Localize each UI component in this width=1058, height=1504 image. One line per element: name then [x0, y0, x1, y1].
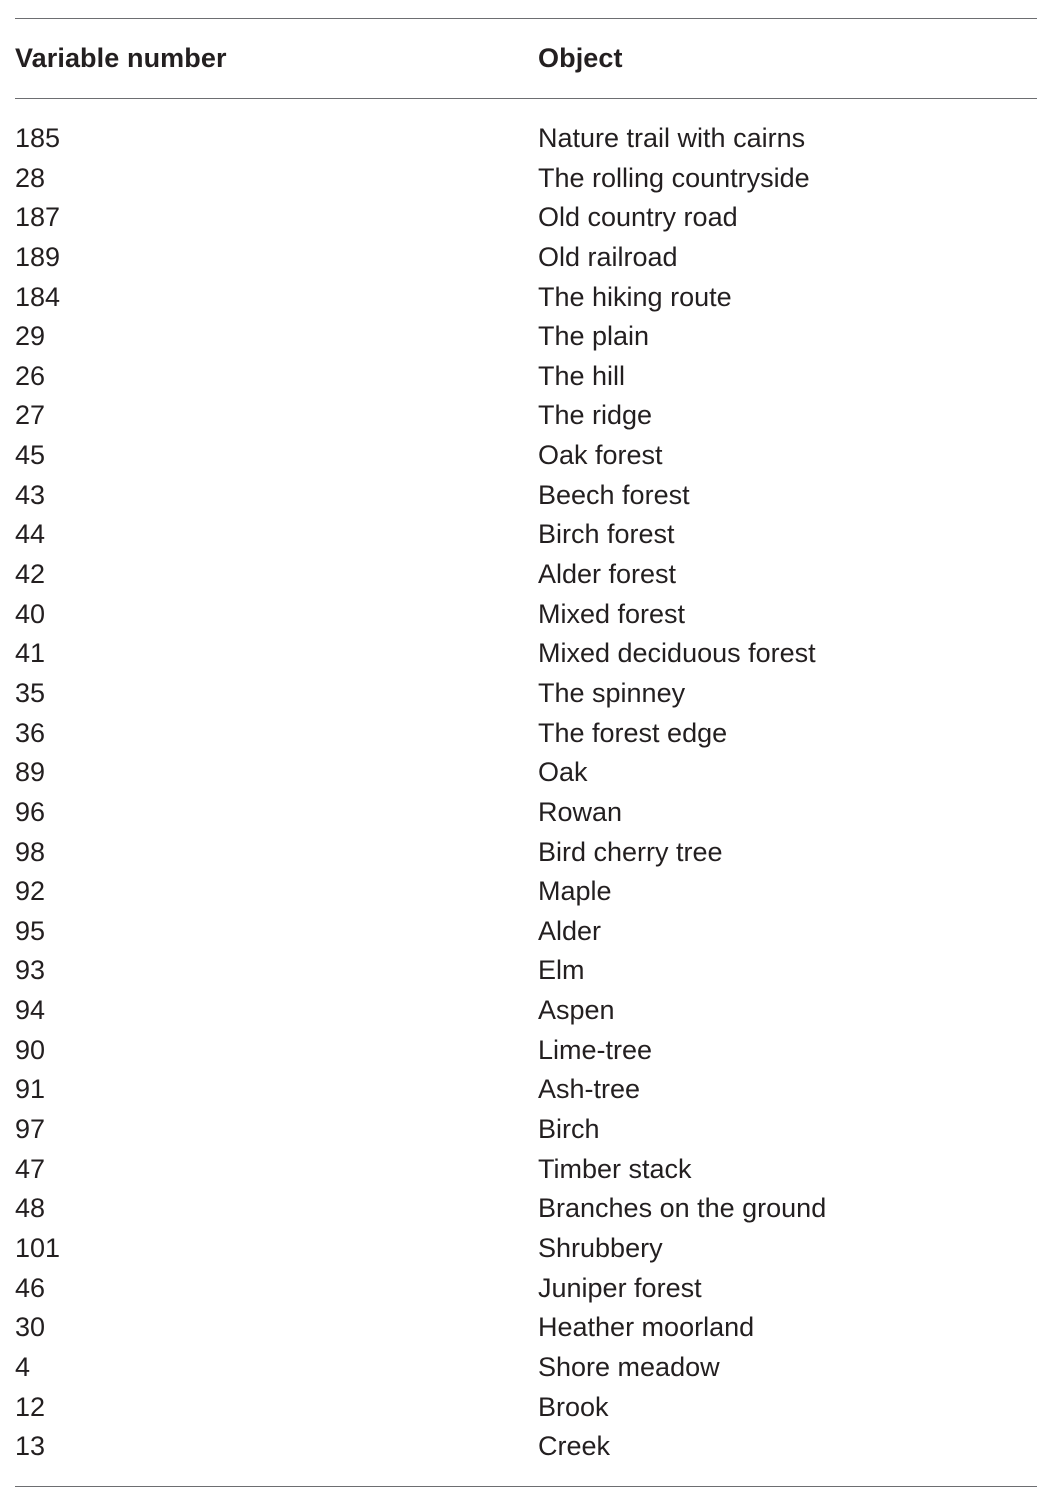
table-row: [15, 159, 1037, 199]
cell-object: Juniper forest: [538, 1272, 702, 1303]
table-body: [15, 99, 1037, 1486]
cell-object: Oak forest: [538, 440, 663, 471]
table-row: [15, 278, 1037, 318]
cell-variable-number: 35: [15, 677, 46, 708]
bottom-rule: [15, 1486, 1037, 1487]
cell-variable-number: 98: [15, 836, 46, 867]
table-row: [15, 634, 1037, 674]
cell-variable-number: 36: [15, 717, 46, 748]
table-row: [15, 1110, 1037, 1150]
cell-variable-number: 96: [15, 796, 46, 827]
cell-object: Rowan: [538, 796, 623, 827]
cell-object: Mixed forest: [538, 598, 686, 629]
cell-variable-number: 43: [15, 479, 46, 510]
cell-object: Mixed deciduous forest: [538, 638, 816, 669]
cell-object: Old country road: [538, 202, 738, 233]
cell-variable-number: 95: [15, 915, 46, 946]
table-row: [15, 238, 1037, 278]
cell-object: Bird cherry tree: [538, 836, 723, 867]
cell-object: Shrubbery: [538, 1232, 663, 1263]
table-row: [15, 1348, 1037, 1388]
cell-object: Birch: [538, 1114, 600, 1145]
cell-variable-number: 44: [15, 519, 46, 550]
table-row: [15, 436, 1037, 476]
table-row: [15, 991, 1037, 1031]
cell-variable-number: 4: [15, 1351, 31, 1382]
cell-variable-number: 185: [15, 123, 61, 153]
table-row: [15, 951, 1037, 991]
table-row: [15, 912, 1037, 952]
cell-variable-number: 92: [15, 876, 46, 907]
cell-variable-number: 93: [15, 955, 46, 986]
cell-variable-number: 12: [15, 1391, 46, 1422]
cell-variable-number: 89: [15, 757, 46, 788]
table-row: [15, 1229, 1037, 1269]
cell-object: The hill: [538, 360, 626, 391]
cell-variable-number: 91: [15, 1074, 46, 1105]
cell-variable-number: 42: [15, 559, 46, 590]
table-row: [15, 1150, 1037, 1190]
table-row: [15, 396, 1037, 436]
table-row: [15, 833, 1037, 873]
table-row: [15, 1388, 1037, 1428]
table-row: [15, 674, 1037, 714]
cell-object: Brook: [538, 1391, 609, 1422]
cell-object: Oak: [538, 757, 588, 788]
cell-object: The forest edge: [538, 717, 728, 748]
table-row: [15, 714, 1037, 754]
cell-variable-number: 184: [15, 281, 61, 312]
cell-object: Timber stack: [538, 1153, 692, 1184]
cell-object: Heather moorland: [538, 1312, 755, 1343]
cell-variable-number: 30: [15, 1312, 46, 1343]
cell-variable-number: 26: [15, 360, 46, 391]
cell-object: The spinney: [538, 677, 686, 708]
cell-object: Alder: [538, 915, 602, 946]
cell-object: The plain: [538, 321, 650, 352]
table-row: [15, 1427, 1037, 1467]
cell-variable-number: 40: [15, 598, 46, 629]
cell-object: The rolling countryside: [538, 162, 810, 193]
cell-variable-number: 27: [15, 400, 46, 431]
cell-variable-number: 187: [15, 202, 61, 233]
cell-object: Ash-tree: [538, 1074, 641, 1105]
table-header-row: [15, 19, 1037, 98]
cell-variable-number: 13: [15, 1431, 46, 1462]
cell-variable-number: 45: [15, 440, 46, 471]
table-row: [15, 1269, 1037, 1309]
header-variable-number: Variable number: [15, 43, 227, 73]
table-row: [15, 1308, 1037, 1348]
table-row: [15, 317, 1037, 357]
cell-variable-number: 41: [15, 638, 46, 669]
cell-variable-number: 90: [15, 1034, 46, 1065]
header-object: Object: [538, 43, 623, 73]
cell-variable-number: 94: [15, 995, 46, 1026]
table-row: [15, 1189, 1037, 1229]
cell-object: Elm: [538, 955, 585, 986]
cell-object: The hiking route: [538, 281, 732, 312]
table-row: [15, 198, 1037, 238]
cell-object: Aspen: [538, 995, 615, 1026]
table-row: [15, 793, 1037, 833]
cell-object: Old railroad: [538, 241, 678, 272]
cell-object: Lime-tree: [538, 1034, 653, 1065]
cell-object: Branches on the ground: [538, 1193, 827, 1224]
cell-object: Nature trail with cairns: [538, 123, 806, 153]
cell-object: Alder forest: [538, 559, 677, 590]
table-row: [15, 872, 1037, 912]
table-row: [15, 1031, 1037, 1071]
data-table: [15, 18, 1037, 1487]
table-row: [15, 476, 1037, 516]
cell-object: Shore meadow: [538, 1351, 720, 1382]
cell-variable-number: 28: [15, 162, 46, 193]
cell-object: Beech forest: [538, 479, 690, 510]
cell-variable-number: 29: [15, 321, 46, 352]
table-row: [15, 555, 1037, 595]
cell-object: The ridge: [538, 400, 653, 431]
table-row: [15, 515, 1037, 555]
table-row: [15, 1070, 1037, 1110]
table-row: [15, 357, 1037, 397]
cell-object: Maple: [538, 876, 612, 907]
table-row: [15, 119, 1037, 159]
cell-object: Birch forest: [538, 519, 675, 550]
cell-variable-number: 47: [15, 1153, 46, 1184]
cell-variable-number: 46: [15, 1272, 46, 1303]
cell-variable-number: 189: [15, 241, 61, 272]
table-row: [15, 595, 1037, 635]
cell-variable-number: 48: [15, 1193, 46, 1224]
cell-variable-number: 101: [15, 1232, 61, 1263]
cell-object: Creek: [538, 1431, 611, 1462]
cell-variable-number: 97: [15, 1114, 46, 1145]
table-row: [15, 753, 1037, 793]
